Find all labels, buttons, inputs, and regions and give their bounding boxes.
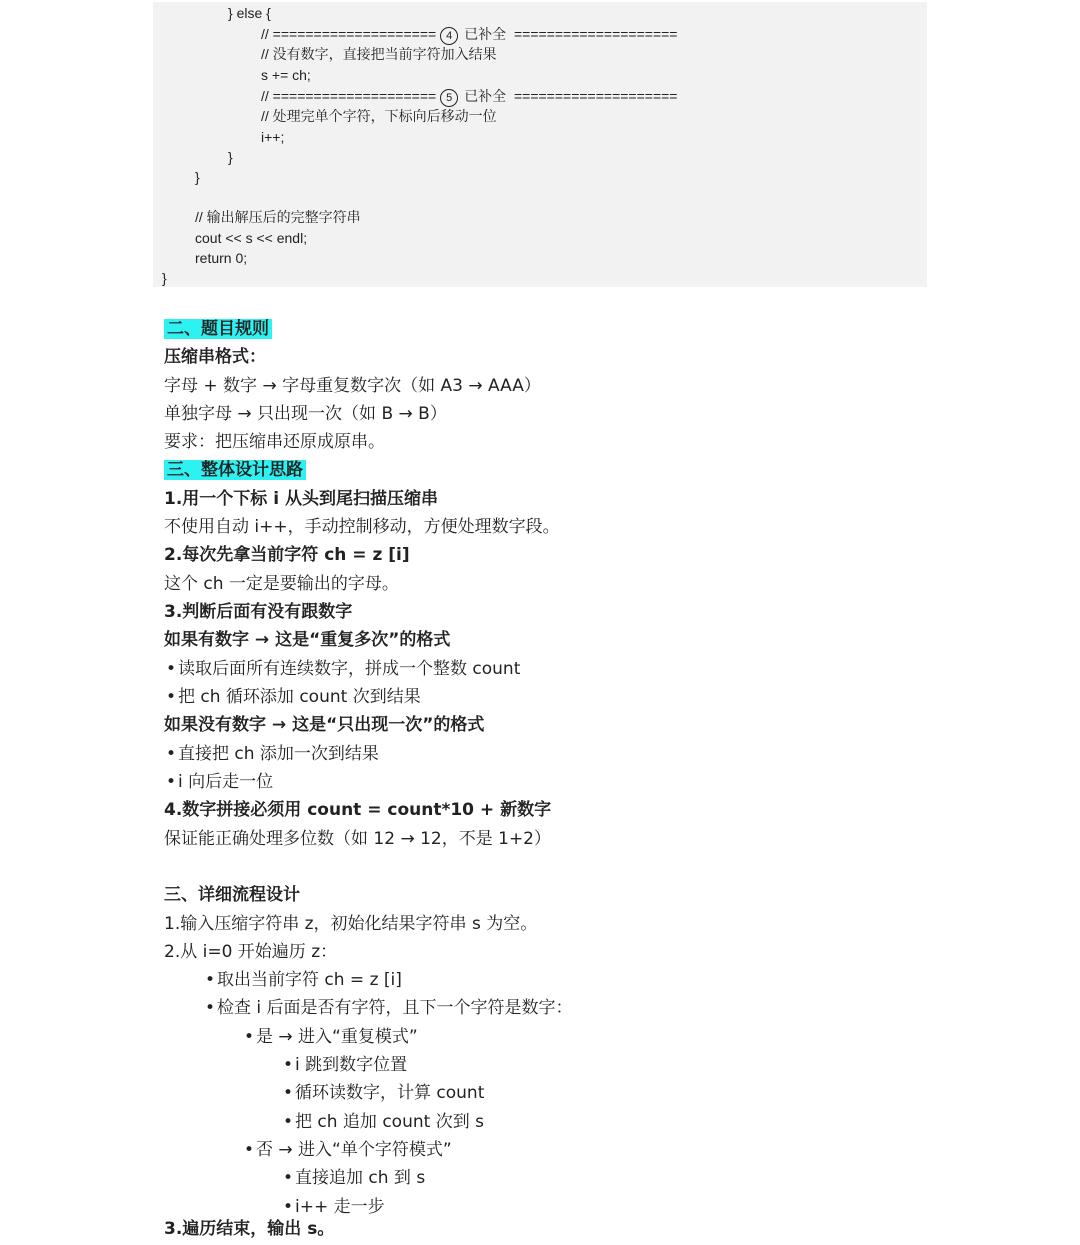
code-line: s += ch; [261,67,311,83]
bullet-item: • i 向后走一位 [164,768,273,796]
bullet-item: • i++ 走一步 [281,1193,385,1221]
point-heading: 1.用一个下标 i 从头到尾扫描压缩串 [164,489,438,509]
bullet-icon: • [282,1197,294,1217]
bullet-item: • 读取后面所有连续数字，拼成一个整数 count [164,655,520,683]
format-heading: 压缩串格式： [164,347,266,367]
case-heading: 如果没有数字 → 这是“只出现一次”的格式 [164,715,485,735]
code-comment: ==================== [513,88,678,104]
circled-number-5: 5 [440,89,458,107]
bullet-item: • 直接追加 ch 到 s [281,1164,425,1192]
code-line: } [228,149,233,165]
highlighted-heading: 三、整体设计思路 [164,460,306,480]
code-line: } [162,270,167,286]
bullet-item: • 循环读数字，计算 count [281,1079,484,1107]
code-line: i++; [261,129,285,145]
code-block [153,2,927,287]
bullet-icon: • [282,1083,294,1103]
bullet-icon: • [204,998,216,1018]
bullet-item: • 是 → 进入“重复模式” [242,1023,418,1051]
bullet-item: • 否 → 进入“单个字符模式” [242,1136,452,1164]
bullet-item: • 把 ch 追加 count 次到 s [281,1108,484,1136]
bullet-item: • 取出当前字符 ch = z [i] [203,966,402,994]
bullet-item: • 检查 i 后面是否有字符，且下一个字符是数字： [203,994,573,1022]
bullet-icon: • [204,970,216,990]
step-line: 2.从 i=0 开始遍历 z： [164,942,338,962]
point-heading: 4.数字拼接必须用 count = count*10 + 新数字 [164,800,552,820]
point-text: 保证能正确处理多位数（如 12 → 12，不是 1+2） [164,829,551,849]
step-line: 3.遍历结束，输出 s。 [164,1219,335,1239]
bullet-item: • i 跳到数字位置 [281,1051,407,1079]
circled-number-4: 4 [440,27,458,45]
highlighted-heading: 二、题目规则 [164,319,272,339]
bullet-icon: • [165,744,177,764]
code-line: return 0; [195,250,248,266]
code-line: // 处理完单个字符，下标向后移动一位 [261,108,497,124]
code-line: // 输出解压后的完整字符串 [195,209,361,225]
section-heading-rules [164,315,272,343]
code-line: } [195,169,200,185]
section-heading-design [164,456,306,484]
point-heading: 3.判断后面有没有跟数字 [164,602,353,622]
code-line: // 没有数字，直接把当前字符加入结果 [261,46,497,62]
bullet-icon: • [243,1140,255,1160]
case-heading: 如果有数字 → 这是“重复多次”的格式 [164,630,451,650]
rule-line: 字母 + 数字 → 字母重复数字次（如 A3 → AAA） [164,376,541,396]
bullet-icon: • [282,1055,294,1075]
code-comment: ==================== [513,26,678,42]
code-line [261,24,677,44]
rule-line: 单独字母 → 只出现一次（如 B → B） [164,404,447,424]
code-comment: 已补全 [464,88,507,104]
bullet-icon: • [282,1168,294,1188]
section-heading-flow: 三、详细流程设计 [164,885,300,905]
bullet-icon: • [165,659,177,679]
bullet-icon: • [165,687,177,707]
code-line [261,86,677,106]
bullet-icon: • [243,1027,255,1047]
point-text: 不使用自动 i++，手动控制移动，方便处理数字段。 [164,517,560,537]
code-line: cout << s << endl; [195,230,308,246]
bullet-icon: • [282,1112,294,1132]
bullet-icon: • [165,772,177,792]
bullet-item: • 直接把 ch 添加一次到结果 [164,740,379,768]
step-line: 1.输入压缩字符串 z，初始化结果字符串 s 为空。 [164,914,538,934]
bullet-item: • 把 ch 循环添加 count 次到结果 [164,683,421,711]
code-comment: // ==================== [261,88,437,104]
point-text: 这个 ch 一定是要输出的字母。 [164,574,399,594]
code-comment: 已补全 [464,26,507,42]
requirement-line: 要求：把压缩串还原成原串。 [164,432,385,452]
code-line: } else { [228,5,271,21]
point-heading: 2.每次先拿当前字符 ch = z [i] [164,545,410,565]
code-comment: // ==================== [261,26,437,42]
